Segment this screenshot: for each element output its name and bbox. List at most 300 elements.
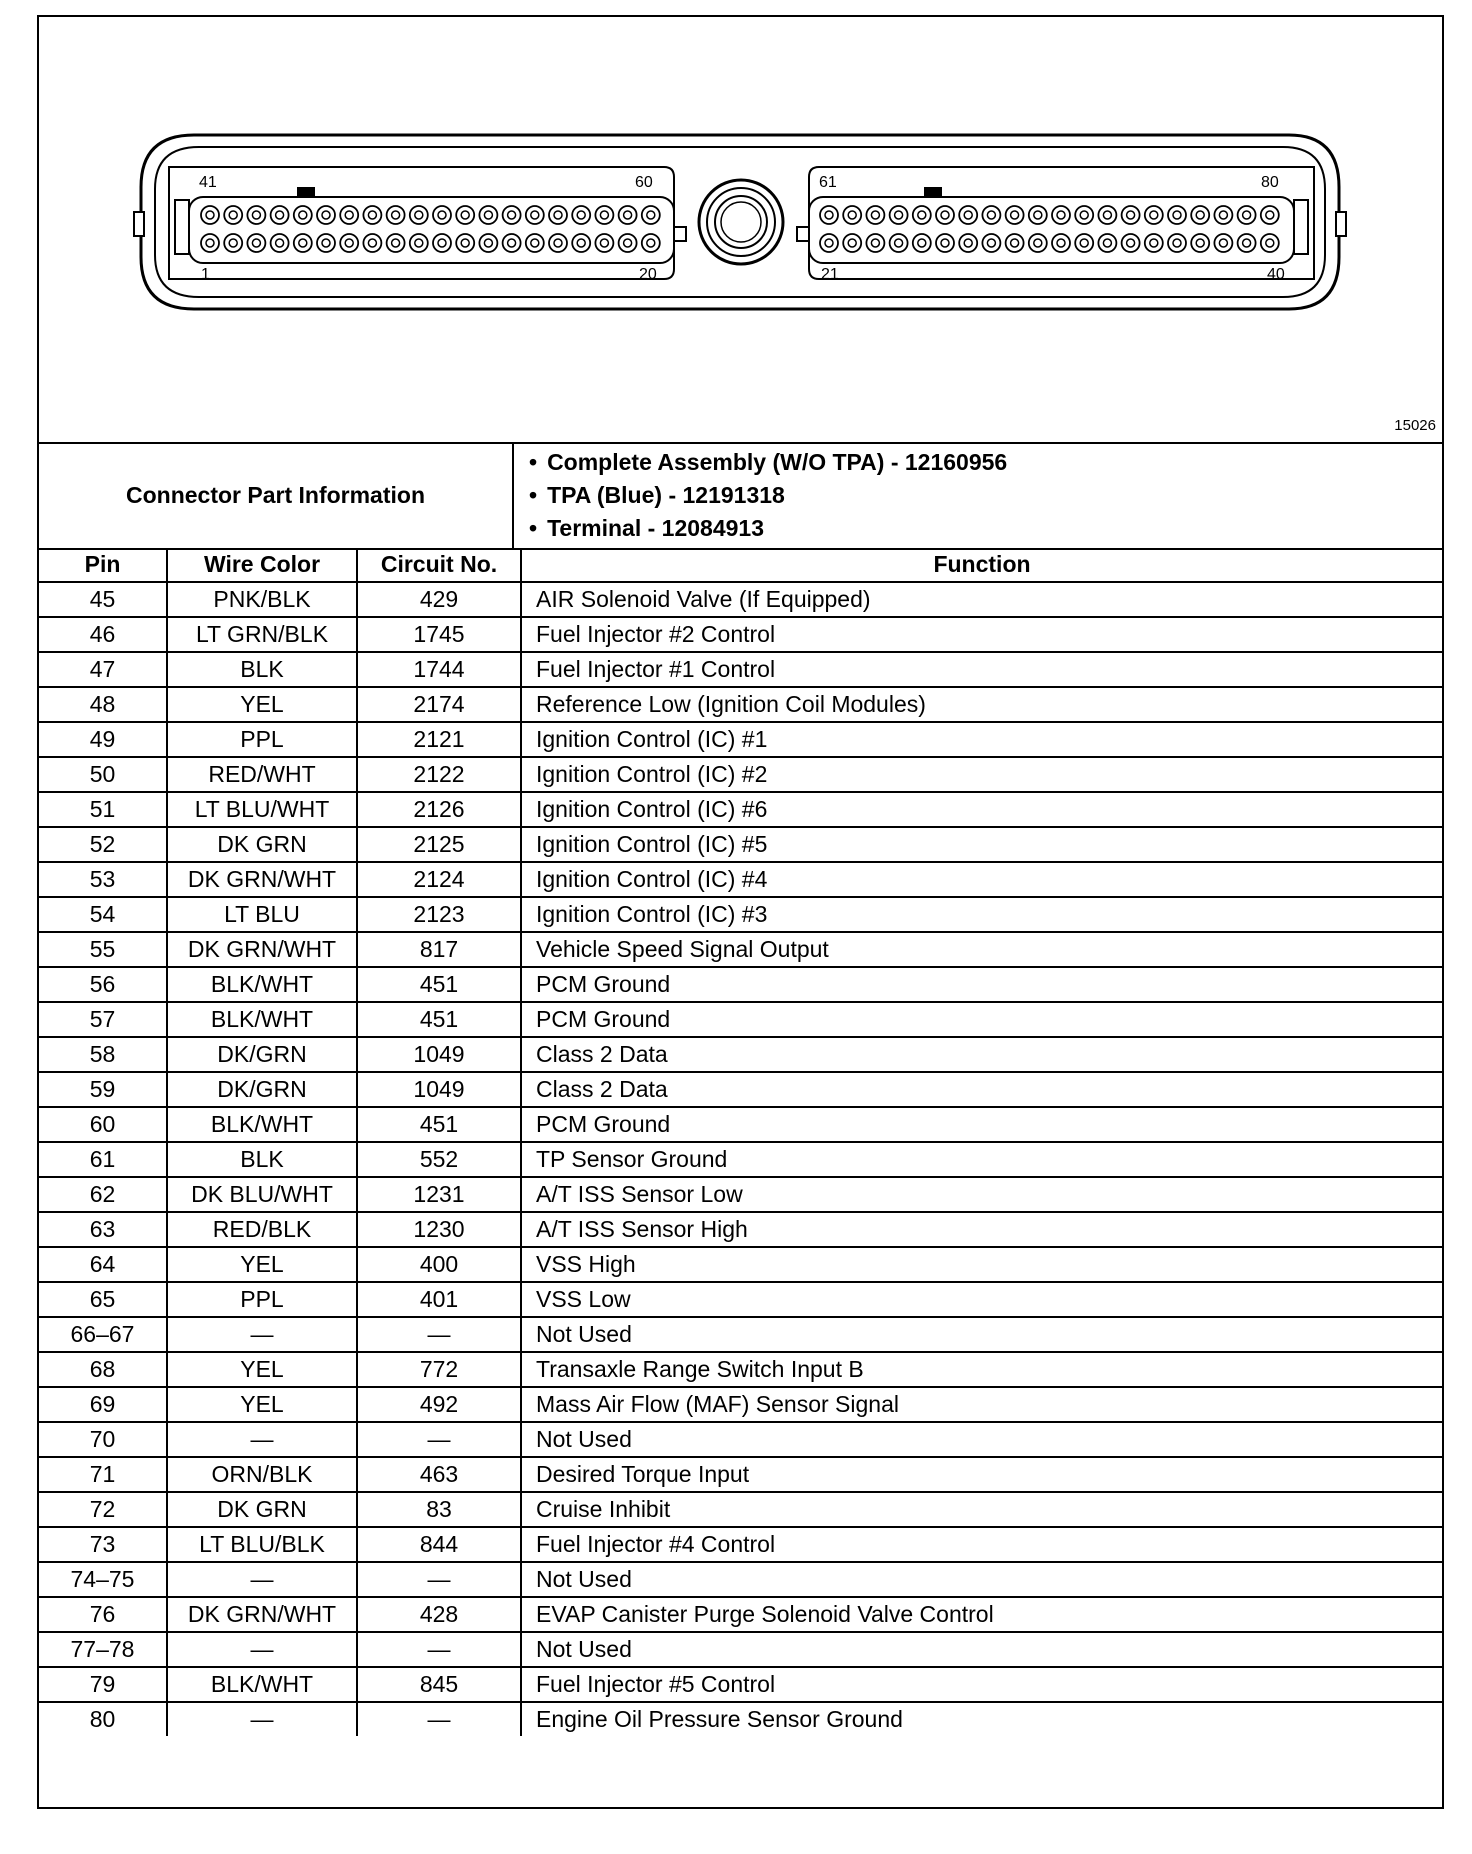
table-row — [39, 1212, 1442, 1247]
pin-socket — [595, 234, 613, 252]
pin-socket — [913, 234, 931, 252]
table-row — [39, 757, 1442, 792]
cell-wire-color: DK GRN/WHT — [167, 862, 357, 897]
pin-socket — [479, 234, 497, 252]
pin-socket-core — [987, 211, 995, 219]
pin-socket — [317, 234, 335, 252]
cell-function: Reference Low (Ignition Coil Modules) — [521, 687, 1442, 722]
pin-socket-core — [415, 239, 423, 247]
pin-socket-core — [461, 211, 469, 219]
cell-circuit-no: — — [357, 1632, 521, 1667]
pin-socket-core — [895, 211, 903, 219]
pin-socket-core — [531, 211, 539, 219]
cell-circuit-no: 845 — [357, 1667, 521, 1702]
cell-wire-color: PNK/BLK — [167, 582, 357, 617]
pin-socket — [619, 234, 637, 252]
pin-socket-core — [1173, 239, 1181, 247]
cell-circuit-no: 401 — [357, 1282, 521, 1317]
pin-socket — [642, 234, 660, 252]
cell-pin: 66–67 — [39, 1317, 167, 1352]
table-row — [39, 1597, 1442, 1632]
pin-socket-core — [206, 211, 214, 219]
pin-socket — [866, 234, 884, 252]
pin-socket-core — [1127, 239, 1135, 247]
pin-socket-core — [1173, 211, 1181, 219]
pin-socket — [959, 234, 977, 252]
part-info-list — [529, 446, 1007, 545]
cell-pin: 54 — [39, 897, 167, 932]
cell-circuit-no: 772 — [357, 1352, 521, 1387]
cell-pin: 76 — [39, 1597, 167, 1632]
part-info-label: Connector Part Information — [39, 442, 514, 548]
cell-wire-color: BLK/WHT — [167, 1002, 357, 1037]
pin-socket — [1006, 206, 1024, 224]
cell-wire-color: YEL — [167, 1352, 357, 1387]
cell-function: Class 2 Data — [521, 1072, 1442, 1107]
pin-socket — [890, 234, 908, 252]
pin-socket-core — [484, 239, 492, 247]
cell-pin: 62 — [39, 1177, 167, 1212]
pin-socket — [1029, 206, 1047, 224]
pin-socket — [247, 206, 265, 224]
pin-socket — [387, 234, 405, 252]
pin-label-20: 20 — [639, 266, 657, 283]
pin-socket — [820, 234, 838, 252]
cell-function: Not Used — [521, 1562, 1442, 1597]
pin-socket-core — [1034, 239, 1042, 247]
cell-pin: 52 — [39, 827, 167, 862]
pin-socket-core — [531, 239, 539, 247]
cell-circuit-no: 844 — [357, 1527, 521, 1562]
cell-wire-color: DK BLU/WHT — [167, 1177, 357, 1212]
cell-circuit-no: 400 — [357, 1247, 521, 1282]
pin-socket-core — [345, 239, 353, 247]
cell-circuit-no: 2121 — [357, 722, 521, 757]
pin-label-61: 61 — [819, 174, 837, 191]
pin-socket-core — [624, 211, 632, 219]
cell-wire-color: DK GRN/WHT — [167, 932, 357, 967]
pin-label-40: 40 — [1267, 266, 1285, 283]
cell-function: Ignition Control (IC) #6 — [521, 792, 1442, 827]
table-row — [39, 1562, 1442, 1597]
cell-wire-color: DK GRN — [167, 1492, 357, 1527]
pin-socket-core — [1011, 239, 1019, 247]
cell-wire-color: BLK — [167, 1142, 357, 1177]
cell-circuit-no: 1745 — [357, 617, 521, 652]
pin-label-21: 21 — [821, 266, 839, 283]
pin-socket-core — [1150, 239, 1158, 247]
pin-socket — [959, 206, 977, 224]
table-row — [39, 582, 1442, 617]
cell-function: Fuel Injector #1 Control — [521, 652, 1442, 687]
pin-socket — [936, 206, 954, 224]
table-row — [39, 1072, 1442, 1107]
table-row — [39, 1282, 1442, 1317]
cell-pin: 46 — [39, 617, 167, 652]
cell-pin: 80 — [39, 1702, 167, 1736]
cell-pin: 47 — [39, 652, 167, 687]
pin-socket — [1122, 206, 1140, 224]
pin-socket — [866, 206, 884, 224]
pin-socket — [340, 234, 358, 252]
cell-circuit-no: 2126 — [357, 792, 521, 827]
cell-function: Fuel Injector #4 Control — [521, 1527, 1442, 1562]
pin-socket — [201, 234, 219, 252]
cell-circuit-no: 1049 — [357, 1072, 521, 1107]
cell-pin: 53 — [39, 862, 167, 897]
cell-pin: 79 — [39, 1667, 167, 1702]
cell-circuit-no: 1049 — [357, 1037, 521, 1072]
pin-socket-core — [987, 239, 995, 247]
pin-socket-core — [647, 239, 655, 247]
cell-function: A/T ISS Sensor Low — [521, 1177, 1442, 1212]
cell-function: Ignition Control (IC) #1 — [521, 722, 1442, 757]
cell-pin: 65 — [39, 1282, 167, 1317]
cell-function: Fuel Injector #2 Control — [521, 617, 1442, 652]
table-row — [39, 1247, 1442, 1282]
cell-circuit-no: 1231 — [357, 1177, 521, 1212]
cell-pin: 55 — [39, 932, 167, 967]
table-header-row — [39, 548, 1442, 582]
pin-socket-core — [600, 239, 608, 247]
pin-socket — [433, 206, 451, 224]
pin-label-80: 80 — [1261, 174, 1279, 191]
pin-socket — [317, 206, 335, 224]
pin-socket-core — [871, 211, 879, 219]
cell-pin: 57 — [39, 1002, 167, 1037]
cell-wire-color: ORN/BLK — [167, 1457, 357, 1492]
cell-circuit-no: 451 — [357, 967, 521, 1002]
cell-function: TP Sensor Ground — [521, 1142, 1442, 1177]
pin-socket-core — [941, 211, 949, 219]
cell-function: AIR Solenoid Valve (If Equipped) — [521, 582, 1442, 617]
cell-function: Transaxle Range Switch Input B — [521, 1352, 1442, 1387]
cell-pin: 51 — [39, 792, 167, 827]
pin-socket-core — [1196, 239, 1204, 247]
cell-pin: 49 — [39, 722, 167, 757]
cell-circuit-no: 451 — [357, 1002, 521, 1037]
cell-wire-color: — — [167, 1632, 357, 1667]
pin-socket-core — [941, 239, 949, 247]
part-info-item: • Complete Assembly (W/O TPA) - 12160956 — [529, 446, 1007, 479]
table-row — [39, 687, 1442, 722]
cell-function: Class 2 Data — [521, 1037, 1442, 1072]
pin-socket-core — [848, 211, 856, 219]
cell-wire-color: RED/BLK — [167, 1212, 357, 1247]
pin-socket-core — [964, 239, 972, 247]
pin-socket-core — [368, 239, 376, 247]
table-row — [39, 1107, 1442, 1142]
connector-sheet — [37, 15, 1444, 1809]
cell-wire-color: DK/GRN — [167, 1072, 357, 1107]
pin-socket-core — [647, 211, 655, 219]
pin-socket-core — [825, 239, 833, 247]
cell-wire-color: YEL — [167, 1387, 357, 1422]
cell-pin: 74–75 — [39, 1562, 167, 1597]
cell-function: EVAP Canister Purge Solenoid Valve Control — [521, 1597, 1442, 1632]
pin-socket-core — [554, 239, 562, 247]
pin-socket-core — [508, 239, 516, 247]
cell-pin: 56 — [39, 967, 167, 1002]
pin-socket — [410, 234, 428, 252]
cell-wire-color: PPL — [167, 722, 357, 757]
header-circuit-no: Circuit No. — [357, 548, 521, 582]
cell-pin: 70 — [39, 1422, 167, 1457]
pin-socket — [526, 234, 544, 252]
cell-circuit-no: 2125 — [357, 827, 521, 862]
cell-function: VSS High — [521, 1247, 1442, 1282]
cell-circuit-no: — — [357, 1422, 521, 1457]
pin-socket — [572, 206, 590, 224]
table-row — [39, 967, 1442, 1002]
pin-socket — [1006, 234, 1024, 252]
pin-socket-core — [1150, 211, 1158, 219]
cell-wire-color: BLK/WHT — [167, 1667, 357, 1702]
cell-function: PCM Ground — [521, 1002, 1442, 1037]
part-info-item: • Terminal - 12084913 — [529, 512, 1007, 545]
cell-circuit-no: 2123 — [357, 897, 521, 932]
pin-socket-core — [624, 239, 632, 247]
pin-socket — [294, 234, 312, 252]
pin-socket-core — [1266, 239, 1274, 247]
pin-socket — [479, 206, 497, 224]
cell-pin: 68 — [39, 1352, 167, 1387]
pin-socket — [271, 234, 289, 252]
pin-socket — [224, 234, 242, 252]
pin-socket-core — [600, 211, 608, 219]
cell-pin: 59 — [39, 1072, 167, 1107]
pin-socket-core — [918, 211, 926, 219]
pin-socket — [526, 206, 544, 224]
cell-function: Desired Torque Input — [521, 1457, 1442, 1492]
pin-socket — [1052, 234, 1070, 252]
pin-socket-core — [229, 239, 237, 247]
cell-pin: 71 — [39, 1457, 167, 1492]
table-row — [39, 862, 1442, 897]
cell-circuit-no: 1744 — [357, 652, 521, 687]
table-row — [39, 1037, 1442, 1072]
pin-socket — [572, 234, 590, 252]
pin-socket — [503, 234, 521, 252]
pin-socket-core — [415, 211, 423, 219]
pin-socket — [1098, 206, 1116, 224]
pin-socket-core — [848, 239, 856, 247]
pin-socket — [1029, 234, 1047, 252]
cell-pin: 60 — [39, 1107, 167, 1142]
pin-socket — [363, 234, 381, 252]
pin-socket — [820, 206, 838, 224]
cell-function: Not Used — [521, 1632, 1442, 1667]
cell-circuit-no: — — [357, 1562, 521, 1597]
cell-circuit-no: 2122 — [357, 757, 521, 792]
cell-pin: 45 — [39, 582, 167, 617]
cell-wire-color: — — [167, 1562, 357, 1597]
cell-circuit-no: 2174 — [357, 687, 521, 722]
pin-socket-core — [1219, 211, 1227, 219]
pin-socket-core — [1080, 239, 1088, 247]
cell-circuit-no: 2124 — [357, 862, 521, 897]
cell-function: VSS Low — [521, 1282, 1442, 1317]
cell-pin: 58 — [39, 1037, 167, 1072]
pin-socket — [1145, 234, 1163, 252]
cell-circuit-no: — — [357, 1317, 521, 1352]
cell-function: Ignition Control (IC) #5 — [521, 827, 1442, 862]
pin-socket — [1168, 206, 1186, 224]
pin-socket — [1214, 206, 1232, 224]
pin-socket-core — [825, 211, 833, 219]
pin-socket-core — [392, 239, 400, 247]
pin-socket-core — [392, 211, 400, 219]
pin-socket-core — [577, 239, 585, 247]
cell-wire-color: — — [167, 1317, 357, 1352]
cell-circuit-no: 817 — [357, 932, 521, 967]
pin-socket — [271, 206, 289, 224]
pin-socket-core — [871, 239, 879, 247]
pin-socket-core — [299, 211, 307, 219]
cell-function: PCM Ground — [521, 967, 1442, 1002]
cell-wire-color: BLK/WHT — [167, 967, 357, 1002]
pin-socket — [1098, 234, 1116, 252]
table-row — [39, 1457, 1442, 1492]
pin-socket — [387, 206, 405, 224]
pin-socket — [247, 234, 265, 252]
pin-socket — [1238, 206, 1256, 224]
pin-socket — [1261, 206, 1279, 224]
cell-pin: 77–78 — [39, 1632, 167, 1667]
table-row — [39, 722, 1442, 757]
cell-pin: 64 — [39, 1247, 167, 1282]
pin-socket-core — [1243, 211, 1251, 219]
pin-socket-core — [1196, 211, 1204, 219]
table-row — [39, 1387, 1442, 1422]
table-row — [39, 1317, 1442, 1352]
table-row — [39, 1492, 1442, 1527]
pin-socket — [201, 206, 219, 224]
cell-wire-color: LT BLU/BLK — [167, 1527, 357, 1562]
pin-socket-core — [484, 211, 492, 219]
pin-socket — [1075, 234, 1093, 252]
cell-wire-color: DK GRN/WHT — [167, 1597, 357, 1632]
part-info-item: • TPA (Blue) - 12191318 — [529, 479, 1007, 512]
table-row — [39, 792, 1442, 827]
pin-socket — [843, 206, 861, 224]
pin-socket-core — [368, 211, 376, 219]
pin-socket — [1238, 234, 1256, 252]
cell-circuit-no: 428 — [357, 1597, 521, 1632]
pin-socket — [549, 234, 567, 252]
pin-socket — [890, 206, 908, 224]
cell-circuit-no: 492 — [357, 1387, 521, 1422]
pin-socket-core — [554, 211, 562, 219]
pin-socket-core — [1243, 239, 1251, 247]
cell-wire-color: YEL — [167, 1247, 357, 1282]
pin-socket-core — [577, 211, 585, 219]
pin-socket-core — [895, 239, 903, 247]
cell-wire-color: YEL — [167, 687, 357, 722]
pin-socket-core — [1057, 239, 1065, 247]
cell-circuit-no: 552 — [357, 1142, 521, 1177]
cell-wire-color: LT BLU/WHT — [167, 792, 357, 827]
table-row — [39, 652, 1442, 687]
pin-socket — [340, 206, 358, 224]
table-row — [39, 1177, 1442, 1212]
pin-socket-core — [276, 239, 284, 247]
cell-circuit-no: 451 — [357, 1107, 521, 1142]
cell-circuit-no: 463 — [357, 1457, 521, 1492]
pin-socket-core — [229, 211, 237, 219]
pin-socket-core — [322, 239, 330, 247]
table-row — [39, 1002, 1442, 1037]
table-row — [39, 617, 1442, 652]
cell-circuit-no: 429 — [357, 582, 521, 617]
table-row — [39, 1142, 1442, 1177]
pin-socket — [1168, 234, 1186, 252]
pin-socket — [982, 234, 1000, 252]
table-row — [39, 897, 1442, 932]
pin-label-60: 60 — [635, 174, 653, 191]
table-row — [39, 1632, 1442, 1667]
cell-wire-color: BLK/WHT — [167, 1107, 357, 1142]
pin-socket — [642, 206, 660, 224]
cell-circuit-no: 83 — [357, 1492, 521, 1527]
pin-socket — [410, 206, 428, 224]
cell-pin: 63 — [39, 1212, 167, 1247]
table-row — [39, 932, 1442, 967]
pin-socket — [1122, 234, 1140, 252]
pin-socket — [549, 206, 567, 224]
cell-pin: 69 — [39, 1387, 167, 1422]
header-pin: Pin — [39, 548, 167, 582]
pin-socket — [1214, 234, 1232, 252]
pin-socket-core — [345, 211, 353, 219]
pin-socket-core — [964, 211, 972, 219]
pin-socket-core — [918, 239, 926, 247]
pin-socket — [433, 234, 451, 252]
pin-socket-core — [1103, 211, 1111, 219]
pin-socket-core — [461, 239, 469, 247]
table-row — [39, 1667, 1442, 1702]
cell-pin: 50 — [39, 757, 167, 792]
pin-socket — [1191, 206, 1209, 224]
table-row — [39, 1422, 1442, 1457]
pin-socket-core — [322, 211, 330, 219]
cell-function: Fuel Injector #5 Control — [521, 1667, 1442, 1702]
cell-wire-color: RED/WHT — [167, 757, 357, 792]
pin-socket — [456, 206, 474, 224]
cell-wire-color: LT BLU — [167, 897, 357, 932]
pin-socket-core — [1219, 239, 1227, 247]
pin-label-1: 1 — [201, 266, 210, 283]
cell-function: Ignition Control (IC) #4 — [521, 862, 1442, 897]
header-wire-color: Wire Color — [167, 548, 357, 582]
pin-socket-core — [438, 211, 446, 219]
pin-socket — [1052, 206, 1070, 224]
pin-socket-core — [1103, 239, 1111, 247]
pin-socket — [224, 206, 242, 224]
pin-socket-core — [252, 239, 260, 247]
header-function: Function — [521, 548, 1442, 582]
pin-socket — [982, 206, 1000, 224]
table-row — [39, 827, 1442, 862]
figure-number: 15026 — [1394, 417, 1436, 434]
cell-wire-color: DK/GRN — [167, 1037, 357, 1072]
pinout-table — [39, 548, 1442, 1736]
pin-socket-core — [438, 239, 446, 247]
table-row — [39, 1702, 1442, 1736]
connector-drawing — [39, 17, 1442, 442]
cell-wire-color: BLK — [167, 652, 357, 687]
pin-label-41: 41 — [199, 174, 217, 191]
